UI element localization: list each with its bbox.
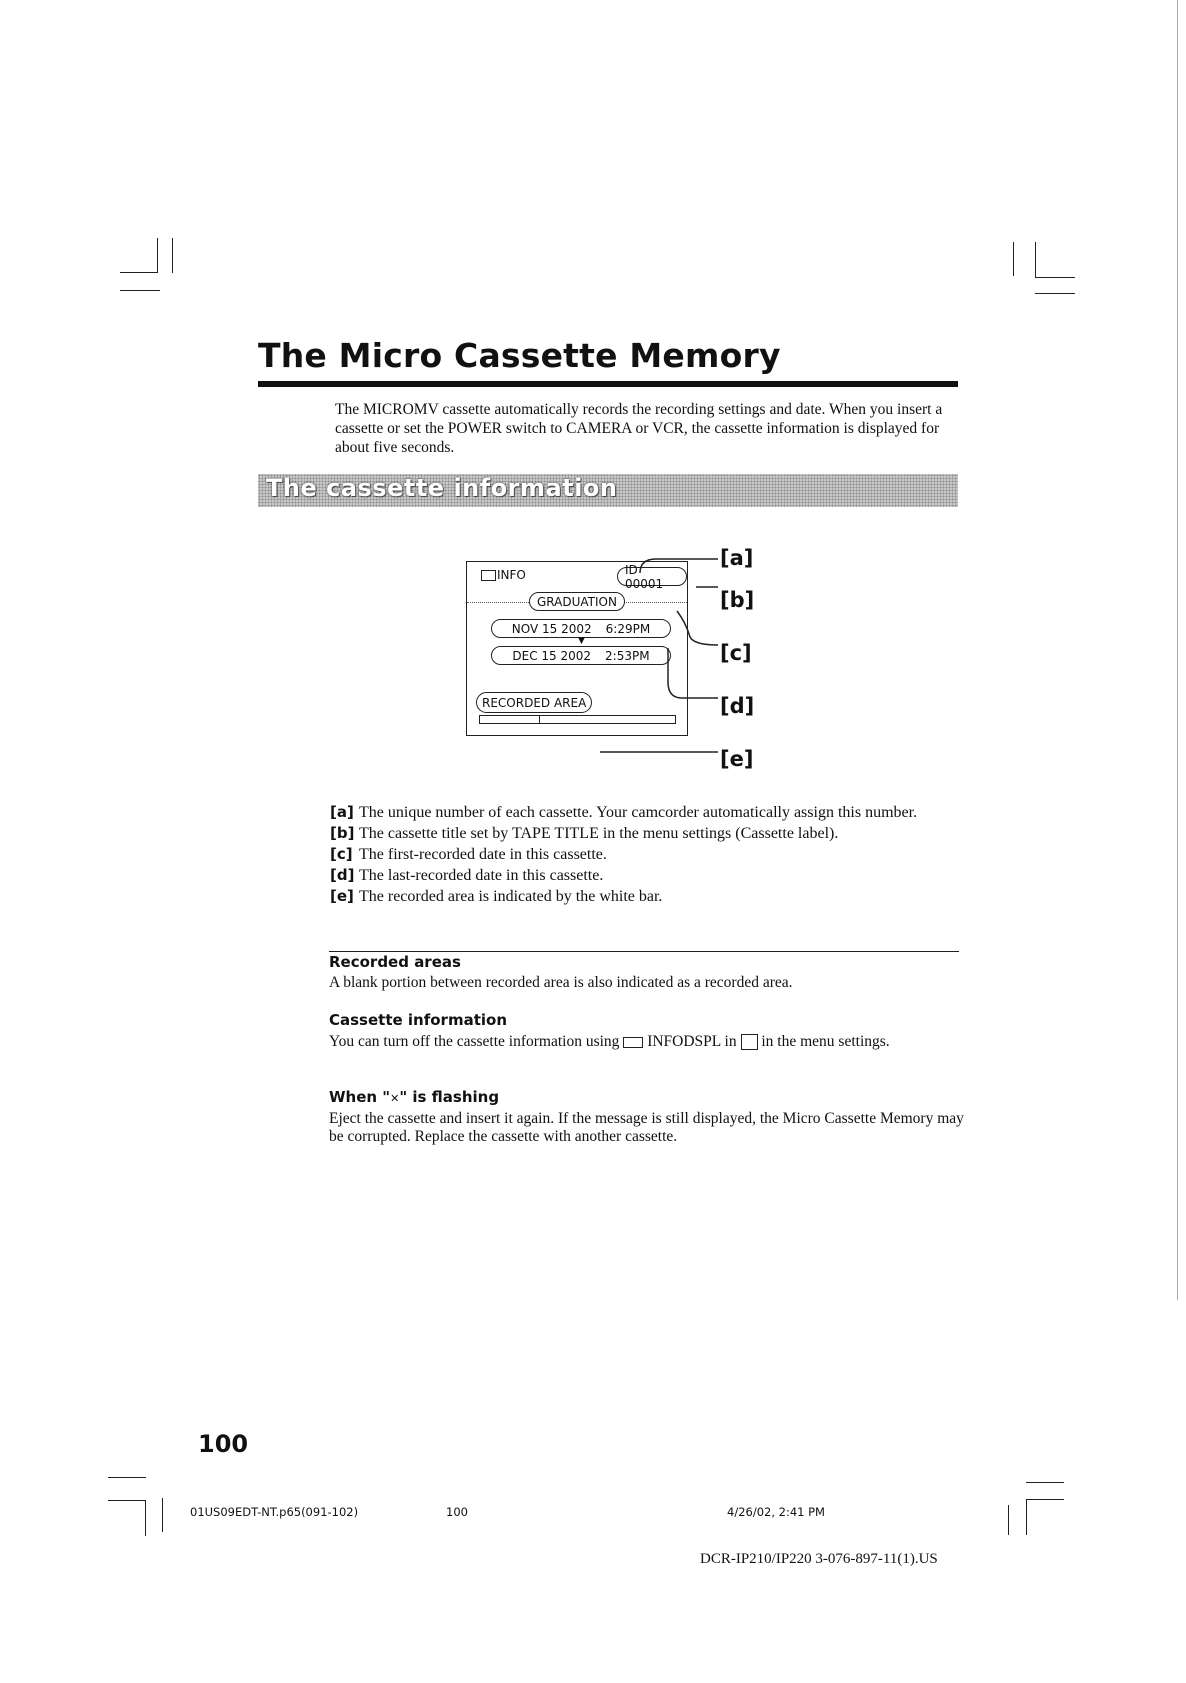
first-date: NOV 15 2002 bbox=[511, 621, 592, 636]
intro-paragraph: The MICROMV cassette automatically records the recording settings and date. When you insert a cassette or set the POWER switch to CAMERA or VCR, the cassette information is displayed for about five seconds. bbox=[335, 401, 943, 456]
callout-lines bbox=[600, 525, 740, 755]
list-item: [a] The unique number of each cassette. Your camcorder automatically assign this number. bbox=[330, 803, 918, 821]
callout-c: [c] bbox=[720, 641, 752, 665]
callout-e: [e] bbox=[720, 747, 754, 771]
section-title: The cassette information bbox=[266, 474, 618, 502]
recorded-area-fill bbox=[480, 716, 540, 723]
last-time: 2:53PM bbox=[605, 648, 650, 663]
recorded-area-pill bbox=[476, 692, 592, 713]
arrow-down-icon: ▼ bbox=[578, 636, 585, 646]
cassette-warning-icon: ✕ bbox=[390, 1092, 400, 1105]
notes-rule bbox=[329, 951, 959, 952]
tape-title: GRADUATION bbox=[537, 594, 617, 609]
first-time: 6:29PM bbox=[605, 621, 651, 636]
info-label: INFO bbox=[497, 568, 526, 582]
list-item: [b] The cassette title set by TAPE TITLE in the menu settings (Cassette label). bbox=[330, 824, 839, 842]
title-rule bbox=[258, 381, 958, 387]
list-item: [c] The first-recorded date in this cassette. bbox=[330, 845, 607, 863]
note-body-recorded-areas: A blank portion between recorded area is also indicated as a recorded area. bbox=[329, 974, 793, 991]
list-item: [d] The last-recorded date in this cassette. bbox=[330, 866, 604, 884]
slug-page: 100 bbox=[446, 1505, 468, 1519]
slug-file: 01US09EDT-NT.p65(091-102) bbox=[190, 1505, 359, 1519]
menu-setup-icon bbox=[741, 1034, 758, 1050]
list-item: [e] The recorded area is indicated by the white bar. bbox=[330, 887, 663, 905]
page-title: The Micro Cassette Memory bbox=[258, 336, 781, 375]
callout-d: [d] bbox=[720, 694, 755, 718]
cassette-memory-icon bbox=[481, 570, 496, 581]
cassette-memory-icon bbox=[623, 1037, 643, 1048]
note-heading-cassette-information: Cassette information bbox=[329, 1011, 507, 1029]
recorded-area-label: RECORDED AREA bbox=[482, 695, 587, 710]
model-code: DCR-IP210/IP220 3-076-897-11(1).US bbox=[700, 1551, 938, 1567]
callout-a: [a] bbox=[720, 546, 754, 570]
legend-list bbox=[330, 802, 970, 907]
page-number: 100 bbox=[198, 1430, 249, 1458]
slug-date: 4/26/02, 2:41 PM bbox=[727, 1505, 825, 1519]
last-date: DEC 15 2002 bbox=[512, 648, 592, 663]
note-heading-recorded-areas: Recorded areas bbox=[329, 953, 461, 971]
note-body-cassette-information: You can turn off the cassette information using INFODSPL in in the menu settings. bbox=[329, 1033, 890, 1050]
note-heading-flashing: When "✕" is flashing bbox=[329, 1088, 500, 1106]
cassette-id: ID 00001 bbox=[625, 562, 664, 591]
note-body-flashing: Eject the cassette and insert it again. If the message is still displayed, the Micro Cassette Memory may be corrupted. Replace the cassette with another cassette. bbox=[329, 1110, 964, 1145]
callout-b: [b] bbox=[720, 588, 755, 612]
